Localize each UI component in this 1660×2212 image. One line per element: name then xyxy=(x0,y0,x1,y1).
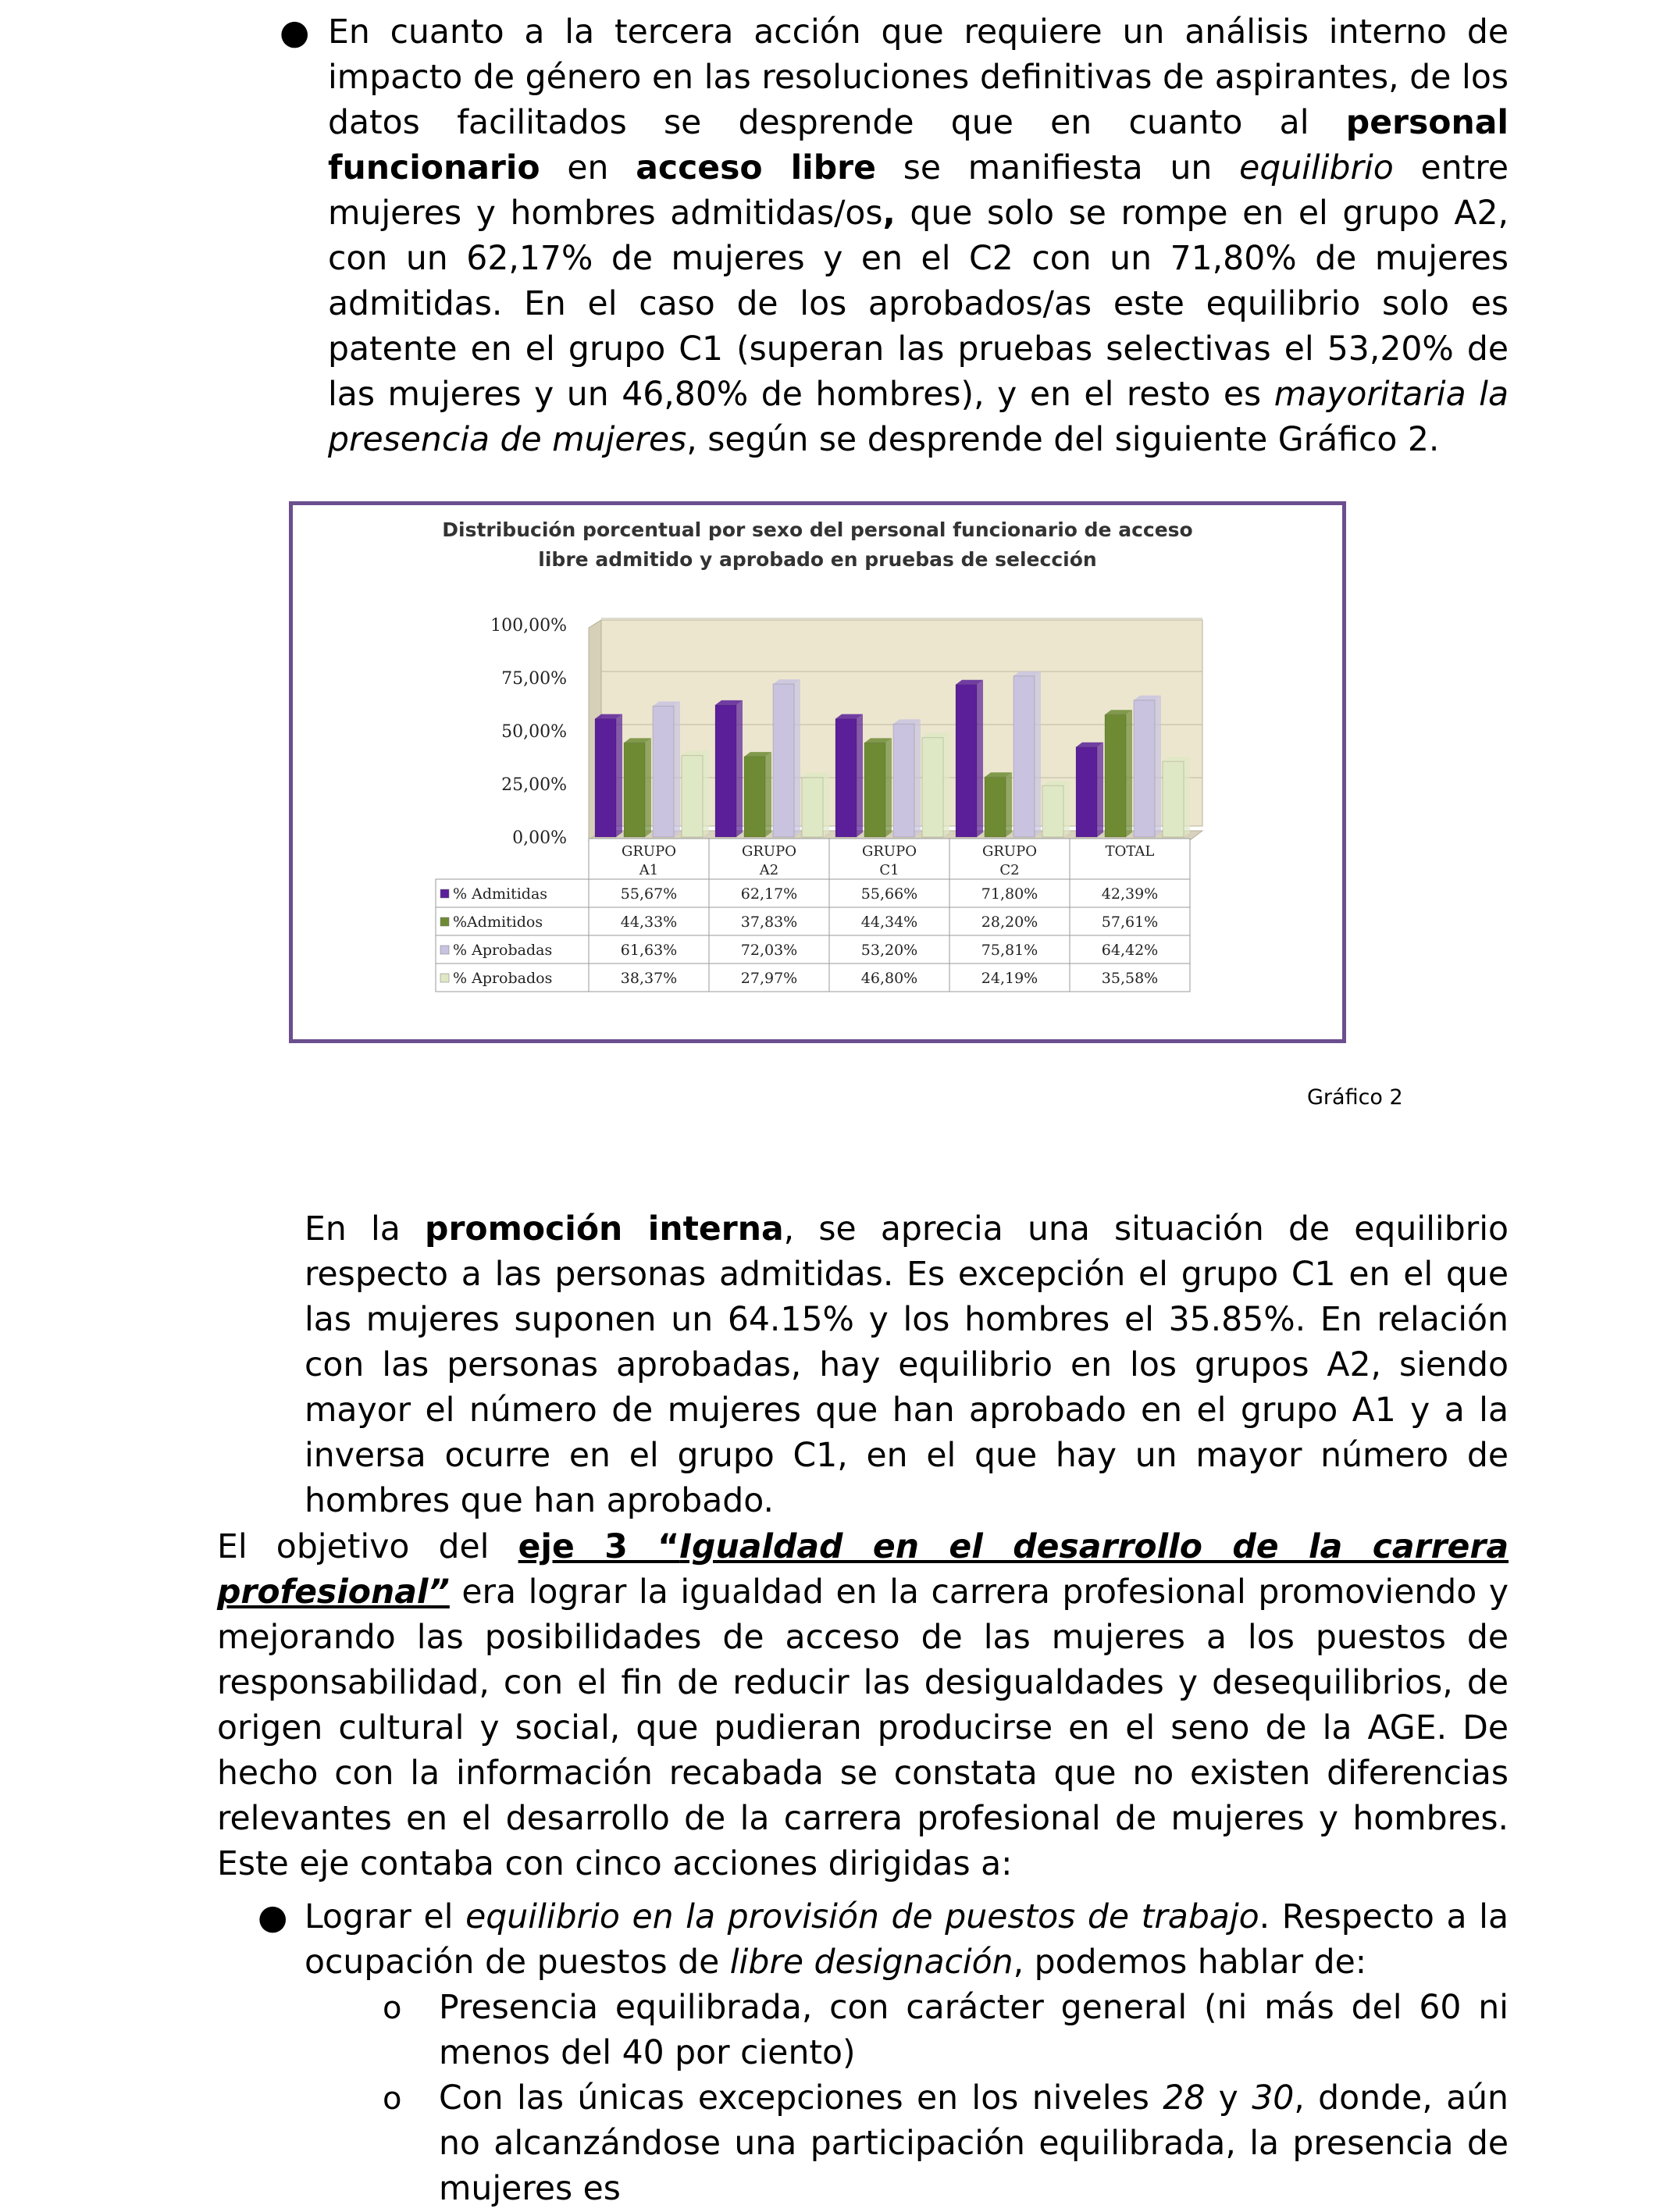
legend-label: % Aprobados xyxy=(453,970,553,987)
text: era lograr la igualdad en la carrera profesional promoviendo y mejorando las posibilidades de acceso de las mujeres a los puestos de responsabilidad, con el fin de reducir las desigualdades y desequilibrios, de origen cultural y social, que pudieran producirse en el seno de la AGE. De hecho con la información recabada se constata que no existen diferencias relevantes en el desarrollo de la carrera profesional de mujeres y hombres. Este eje contaba con cinco acciones dirigidas a: xyxy=(217,1573,1509,1883)
bar-side xyxy=(1184,757,1190,837)
bar xyxy=(864,743,885,837)
bold-underlined-text: eje 3 “ xyxy=(518,1528,680,1566)
category-label: GRUPO xyxy=(742,843,796,860)
text: Con las únicas excepciones en los niveles xyxy=(439,2079,1163,2118)
text: En la xyxy=(305,1210,426,1248)
text: , según se desprende del siguiente Gráfico 2. xyxy=(686,421,1440,459)
bar xyxy=(802,778,823,837)
chart-title: Distribución porcentual por sexo del personal funcionario de acceso libre admitido y aprobado en pruebas de selección xyxy=(442,518,1193,571)
bold-text: acceso libre xyxy=(636,149,876,187)
bullet-dot: ● xyxy=(258,1897,288,1937)
bar-side xyxy=(765,752,771,837)
bold-text: , xyxy=(882,194,896,233)
y-tick-label: 50,00% xyxy=(501,722,567,742)
bar xyxy=(744,757,765,837)
bar-chart xyxy=(289,501,1346,1043)
text: . Respecto a la ocupación de puestos de xyxy=(305,1898,1509,1982)
data-label: 38,37% xyxy=(620,970,678,987)
data-label: 46,80% xyxy=(860,970,918,987)
figure-caption: Gráfico 2 xyxy=(1307,1085,1403,1110)
bar xyxy=(1013,676,1035,837)
bar xyxy=(715,705,736,837)
legend-swatch xyxy=(440,889,449,898)
data-label: 28,20% xyxy=(981,914,1038,931)
bar-side xyxy=(616,714,622,837)
category-label: TOTAL xyxy=(1105,843,1155,860)
bold-text: promoción interna xyxy=(425,1210,784,1248)
bar-side xyxy=(857,714,863,837)
data-label: 57,61% xyxy=(1101,914,1159,931)
bar-side xyxy=(1006,772,1012,837)
table-row xyxy=(436,879,1190,907)
italic-text: 28 xyxy=(1163,2079,1206,2118)
data-label: 55,66% xyxy=(860,885,918,903)
bar xyxy=(653,706,674,837)
bold-italic-underlined-text: Igualdad en el desarrollo de la carrera profesional” xyxy=(217,1528,1509,1612)
y-tick-label: 100,00% xyxy=(490,616,567,636)
category-label: GRUPO xyxy=(982,843,1037,860)
text: En cuanto a la tercera acción que requiere un análisis interno de impacto de género en las resoluciones definitivas de aspirantes, de los datos facilitados se desprende que en cuanto al xyxy=(328,13,1509,142)
data-label: 72,03% xyxy=(740,942,798,959)
bar-side xyxy=(823,773,829,837)
data-label: 24,19% xyxy=(981,970,1038,987)
data-label: 35,58% xyxy=(1101,970,1159,987)
text: El objetivo del xyxy=(217,1528,518,1566)
bullet-dot: ● xyxy=(280,12,310,52)
paragraph-eje-3 xyxy=(217,1525,1509,1887)
bar xyxy=(956,685,977,837)
text: entre mujeres y hombres admitidas/os xyxy=(328,149,1509,233)
bar-side xyxy=(885,738,892,837)
bar xyxy=(1076,747,1097,837)
y-tick-label: 25,00% xyxy=(501,775,567,795)
bar-side xyxy=(645,738,651,837)
category-label: C2 xyxy=(999,862,1020,878)
text: en xyxy=(540,149,636,187)
text: Lograr el xyxy=(305,1898,466,1936)
bar-side xyxy=(703,751,709,837)
bar-side xyxy=(914,719,921,837)
y-tick-label: 75,00% xyxy=(501,669,567,689)
paragraph-provision-puestos xyxy=(305,1895,1509,1986)
data-label: 71,80% xyxy=(981,885,1038,903)
category-label: A1 xyxy=(639,862,659,878)
text: Presencia equilibrada, con carácter general (ni más del 60 ni menos del 40 por ciento) xyxy=(439,1989,1509,2072)
data-label: 53,20% xyxy=(860,942,918,959)
bar-side xyxy=(1155,696,1161,837)
text: que solo se rompe en el grupo A2, con un 62,17% de mujeres y en el C2 con un 71,80% de mujeres admitidas. En el caso de los aprobados/as este equilibrio solo es patente en el grupo C1 (superan las pruebas selectivas el 53,20% de las mujeres y un 46,80% de hombres), y en el resto es xyxy=(328,194,1509,414)
data-label: 44,34% xyxy=(860,914,918,931)
bar xyxy=(1042,785,1063,837)
data-label: 61,63% xyxy=(620,942,678,959)
bar-side xyxy=(1035,671,1041,837)
bar xyxy=(624,743,645,837)
bar xyxy=(893,724,914,837)
bar xyxy=(1163,761,1184,837)
sub-item-excepciones xyxy=(439,2076,1509,2212)
bar xyxy=(1105,714,1126,837)
data-label: 42,39% xyxy=(1101,885,1159,903)
data-label: 64,42% xyxy=(1101,942,1159,959)
italic-text: libre designación xyxy=(729,1943,1013,1982)
text: , podemos hablar de: xyxy=(1013,1943,1367,1982)
bar xyxy=(595,719,616,837)
italic-text: mayoritaria la presencia de mujeres xyxy=(328,376,1509,459)
bar-side xyxy=(674,701,680,837)
text: se manifiesta un xyxy=(875,149,1240,187)
data-label: 55,67% xyxy=(620,885,678,903)
bullet-circle: o xyxy=(383,1990,402,2026)
legend-label: % Admitidas xyxy=(453,885,548,903)
legend-swatch xyxy=(440,946,449,954)
text: y xyxy=(1205,2079,1252,2118)
bar xyxy=(773,684,794,837)
bar-side xyxy=(1126,710,1132,837)
legend-label: %Admitidos xyxy=(453,914,543,931)
bar-side xyxy=(943,733,949,837)
y-tick-label: 0,00% xyxy=(512,828,567,848)
italic-text: equilibrio xyxy=(1239,149,1394,187)
text: , se aprecia una situación de equilibrio respecto a las personas admitidas. Es excepción el grupo C1 en el que las mujeres suponen un 64.15% y los hombres el 35.85%. En relación con las personas aprobadas, hay equilibrio en los grupos A2, siendo mayor el número de mujeres que han aprobado en el grupo A1 y a la inversa ocurre en el grupo C1, en el que hay un mayor número de hombres que han aprobado. xyxy=(305,1210,1509,1520)
legend-label: % Aprobadas xyxy=(453,942,553,959)
bullet-circle: o xyxy=(383,2081,402,2117)
category-label: GRUPO xyxy=(862,843,917,860)
bar-side xyxy=(736,700,743,837)
bar-side xyxy=(977,680,983,837)
legend-swatch xyxy=(440,917,449,926)
text: , donde, aún no alcanzándose una participación equilibrada, la presencia de mujeres es xyxy=(439,2079,1509,2208)
bar xyxy=(682,756,703,837)
table-row xyxy=(436,907,1190,935)
paragraph-tercera-accion xyxy=(328,10,1509,463)
legend-swatch xyxy=(440,974,449,982)
italic-text: 30 xyxy=(1252,2079,1295,2118)
data-label: 37,83% xyxy=(740,914,798,931)
category-label: A2 xyxy=(759,862,779,878)
bold-text: personal funcionario xyxy=(328,104,1509,187)
sub-item-presencia-equilibrada xyxy=(439,1986,1509,2076)
bar xyxy=(922,738,943,837)
bar-side xyxy=(1063,781,1070,837)
paragraph-promocion-interna xyxy=(305,1207,1509,1524)
bar xyxy=(985,777,1006,837)
data-label: 44,33% xyxy=(620,914,678,931)
bar-side xyxy=(794,679,800,837)
bar-side xyxy=(1097,743,1103,837)
italic-text: equilibrio en la provisión de puestos de trabajo xyxy=(465,1898,1259,1936)
bar xyxy=(1134,700,1155,837)
data-label: 27,97% xyxy=(740,970,798,987)
bar xyxy=(835,719,857,837)
category-label: C1 xyxy=(879,862,899,878)
data-label: 75,81% xyxy=(981,942,1038,959)
data-label: 62,17% xyxy=(740,885,798,903)
category-label: GRUPO xyxy=(622,843,676,860)
